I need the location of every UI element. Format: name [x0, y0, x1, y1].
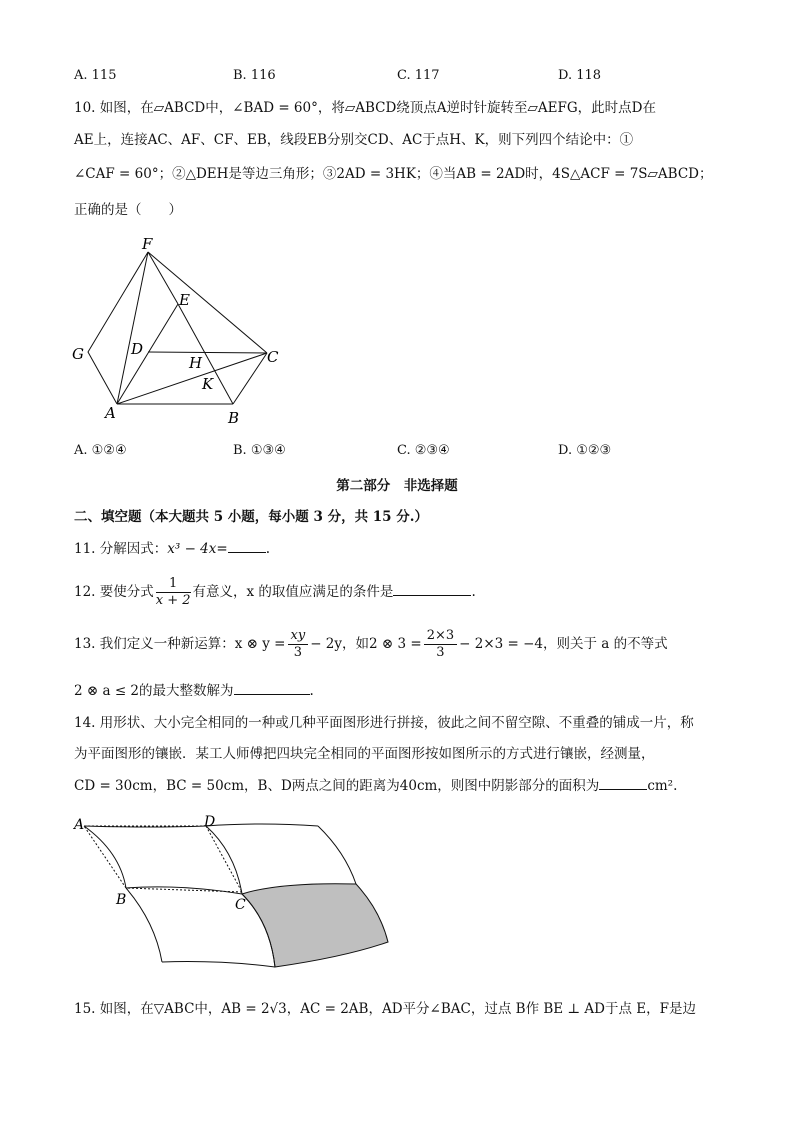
- q10-line4: 正确的是（ ）: [74, 202, 182, 218]
- q13-fraction1-den: 3: [293, 645, 302, 660]
- q10-line3: ∠CAF = 60°；②△DEH是等边三角形；③2AD = 3HK；④当AB = 2AD时，4S△ACF = 7S▱ABCD；: [74, 166, 713, 182]
- q12-answer-blank[interactable]: [393, 581, 471, 596]
- q14-label-c: C: [235, 897, 246, 913]
- q11: [74, 538, 270, 560]
- q9-option-c: C. 117: [397, 68, 440, 83]
- q14-label-b: B: [116, 892, 127, 908]
- q13-line2-text: 2 ⊗ a ≤ 2的最大整数解为: [74, 683, 234, 699]
- q14-unit: cm².: [647, 778, 678, 794]
- q10-figure: [68, 232, 298, 432]
- q10-line2: AE上，连接AC、AF、CF、EB，线段EB分别交CD、AC于点H、K，则下列四个结论中：①: [74, 132, 634, 148]
- q9-option-d: D. 118: [558, 68, 602, 83]
- q13-fraction2-num: 2×3: [424, 628, 457, 645]
- q13-tail: − 2×3 = −4，则关于 a 的不等式: [459, 636, 668, 652]
- q13: [74, 624, 668, 664]
- q14-figure: [70, 812, 400, 978]
- q13-end: .: [309, 683, 314, 699]
- q13-prefix: 13. 我们定义一种新运算：x ⊗ y =: [74, 636, 286, 652]
- q12-fraction-den: x + 2: [155, 593, 191, 608]
- q12-fraction-num: 1: [156, 576, 191, 593]
- q13-line2: [74, 680, 314, 702]
- q10-label-k: K: [202, 375, 214, 393]
- q11-expr: x³ − 4x=: [167, 541, 228, 557]
- q15-line1: 15. 如图，在▽ABC中，AB = 2√3，AC = 2AB，AD平分∠BAC，过点 B作 BE ⊥ AD于点 E，F是边: [74, 1001, 696, 1017]
- q9-option-b: B. 116: [233, 68, 276, 83]
- q12-end: .: [471, 584, 476, 600]
- q10-option-a: A. ①②④: [74, 443, 127, 458]
- q14-line3: [74, 775, 677, 797]
- q10-label-f: F: [142, 235, 153, 253]
- q12-fraction: [156, 576, 191, 609]
- q13-fraction1: [288, 628, 309, 661]
- q9-option-a: A. 115: [74, 68, 117, 83]
- q10-label-e: E: [179, 291, 190, 309]
- q13-fraction2-den: 3: [436, 645, 445, 660]
- q10-label-g: G: [72, 345, 84, 363]
- q10-label-b: B: [228, 409, 240, 427]
- q14-answer-blank[interactable]: [599, 775, 647, 790]
- q10-option-d: D. ①②③: [558, 443, 612, 458]
- q13-fraction2: [424, 628, 457, 661]
- q14-label-d: D: [204, 814, 216, 830]
- q10-line1: 10. 如图，在▱ABCD中，∠BAD = 60°，将▱ABCD绕顶点A逆时针旋转至▱AEFG，此时点D在: [74, 100, 657, 116]
- section2-heading: 二、填空题（本大题共 5 小题，每小题 3 分，共 15 分.）: [74, 509, 428, 525]
- q13-mid: − 2y，如2 ⊗ 3 =: [310, 636, 422, 652]
- q12: [74, 572, 476, 612]
- q10-label-a: A: [105, 404, 116, 422]
- q13-fraction1-num: xy: [288, 628, 309, 645]
- q10-option-c: C. ②③④: [397, 443, 450, 458]
- q10-label-d: D: [131, 340, 144, 358]
- q14-line3-text: CD = 30cm，BC = 50cm，B、D两点之间的距离为40cm，则图中阴影部分的面积为: [74, 778, 600, 794]
- q11-prefix: 11. 分解因式：: [74, 541, 168, 557]
- part2-title: 第二部分 非选择题: [336, 478, 458, 494]
- q14-line1: 14. 用形状、大小完全相同的一种或几种平面图形进行拼接，彼此之间不留空隙、不重叠的铺成一片，称: [74, 715, 694, 731]
- q10-label-c: C: [267, 348, 279, 366]
- q13-answer-blank[interactable]: [234, 680, 310, 695]
- q11-end: .: [265, 541, 270, 557]
- q12-suffix: 有意义，x 的取值应满足的条件是: [192, 584, 394, 600]
- q10-label-h: H: [189, 354, 203, 372]
- q10-option-b: B. ①③④: [233, 443, 286, 458]
- q11-answer-blank[interactable]: [228, 538, 266, 553]
- q12-prefix: 12. 要使分式: [74, 584, 154, 600]
- q14-line2: 为平面图形的镶嵌．某工人师傅把四块完全相同的平面图形按如图所示的方式进行镶嵌，经测量，: [74, 746, 655, 762]
- q14-label-a: A: [74, 817, 85, 833]
